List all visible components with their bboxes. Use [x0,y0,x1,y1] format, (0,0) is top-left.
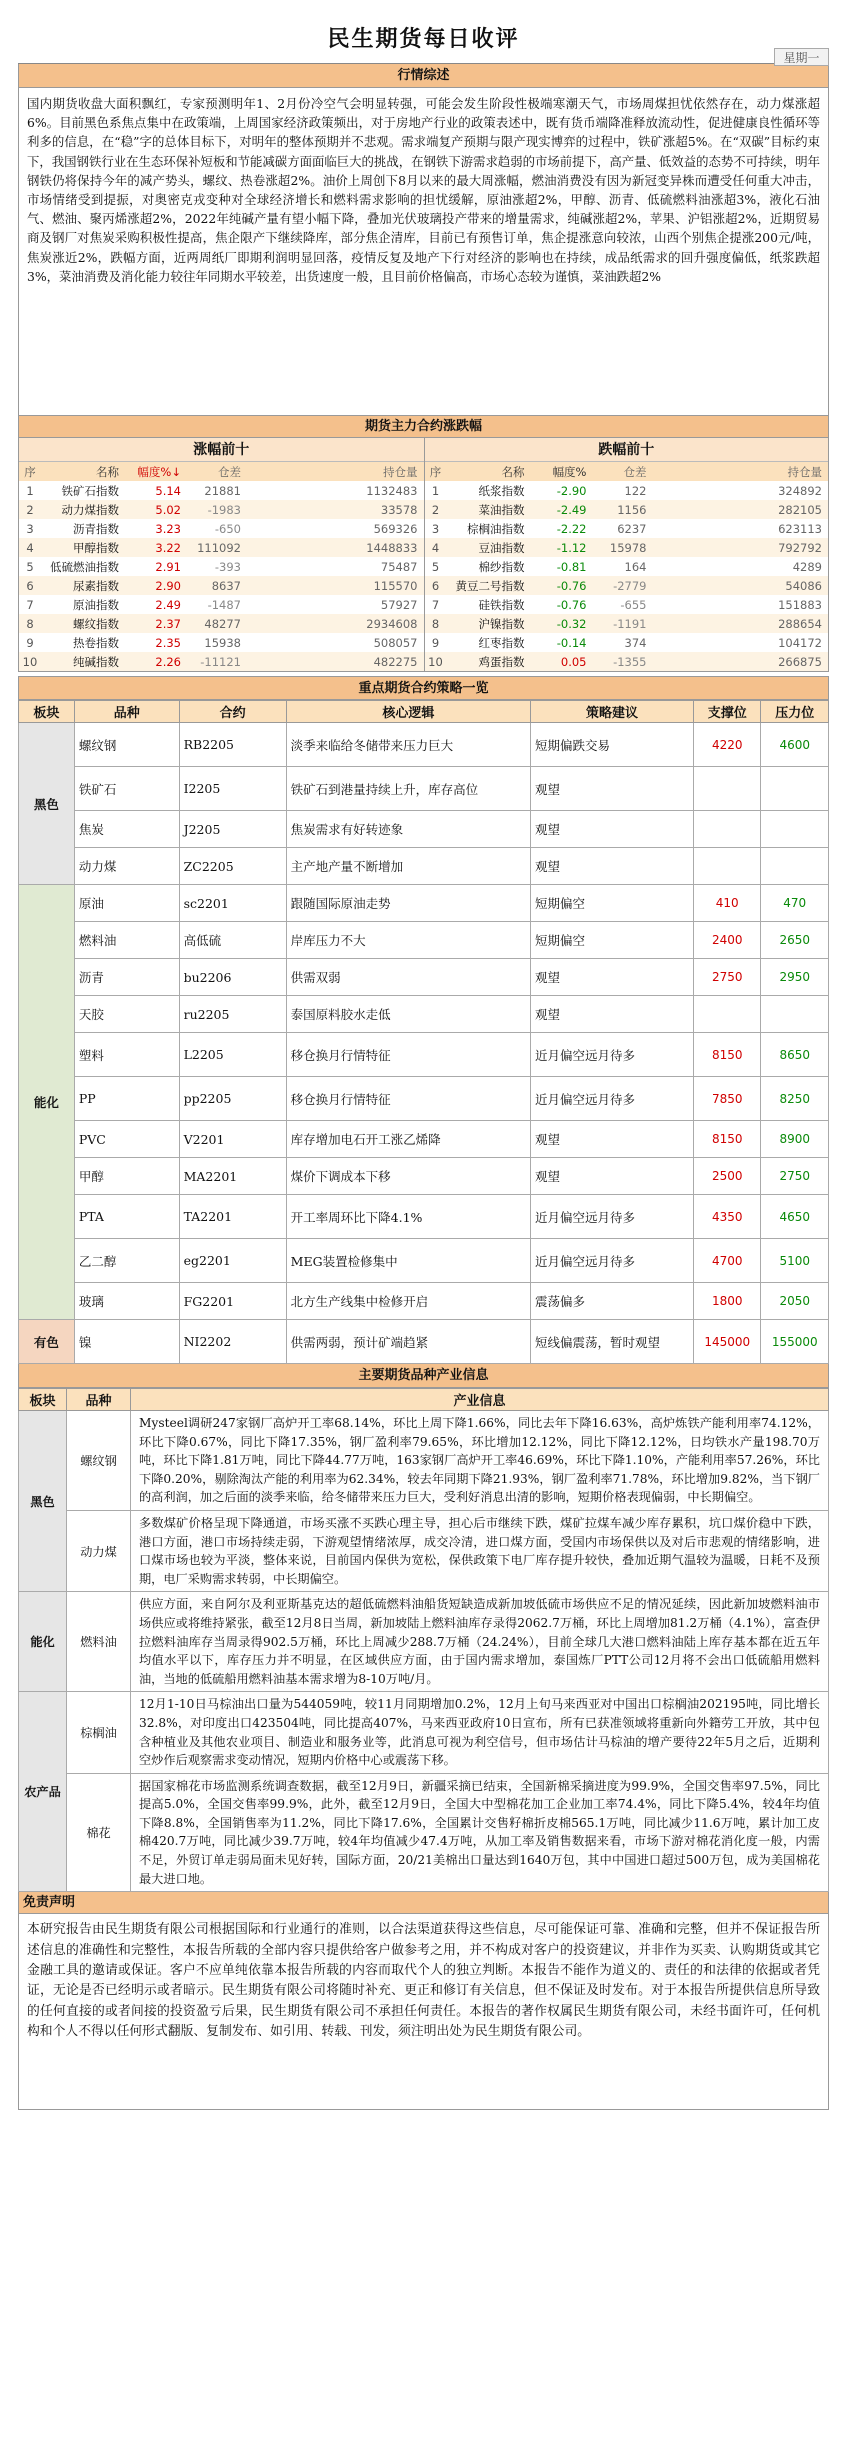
support-level [693,811,761,848]
gainer-row [19,500,424,519]
strategy-row [19,1121,829,1158]
core-logic: 焦炭需求有好转迹象 [286,811,530,848]
support-level [693,767,761,811]
open-interest-change: 164 [624,559,647,574]
rank-header-cell: 名称 [447,462,529,481]
rank-number: 1 [26,483,34,498]
support-level [693,848,761,885]
open-interest-change: -650 [214,521,241,536]
loser-row [425,652,829,671]
rank-number: 6 [19,576,41,595]
resistance-level: 4650 [761,1195,829,1239]
sector-label: 有色 [19,1320,75,1364]
gainer-row [19,633,424,652]
strategy-row [19,767,829,811]
change-percent: 2.49 [155,597,181,612]
industry-text: 供应方面，来自阿尔及利亚斯基克达的超低硫燃料油船货短缺造成新加坡低硫市场供应不足的情况延续，因此新加坡燃料油市场供应或将维持紧张，截至12月8日当周，新加坡陆上燃料油库存录得2062.7万桶，环比上周增加81.2万桶（4.1%），富查伊拉燃料油库存当周录得902.5万桶，环比上周减少288.7万桶（24.24%），目前全球几大港口燃料油陆上库存基本都在近五年均值水平以下，库存压力并不明显，在区域供应方面，由于国内需求增加，泰国炼厂PTT公司12月将不会出口低硫船用燃料油，当地的低硫船用燃料油基本需求增为8-10万吨/月。 [131,1592,829,1692]
contract-code: bu2206 [179,959,286,996]
commodity-name: 镍 [74,1320,179,1364]
sector-label: 能化 [19,885,75,1320]
weekday-label: 星期一 [774,48,829,66]
contract-name: 棉纱指数 [478,559,525,574]
support-level: 145000 [693,1320,761,1364]
change-percent: 2.35 [155,635,181,650]
contract-name: 沪镍指数 [447,614,529,633]
strategy-row [19,959,829,996]
strategy-row [19,1077,829,1121]
open-interest-change: -1983 [185,500,245,519]
core-logic: 供需双弱 [286,959,530,996]
contract-name: 铁矿石指数 [61,483,119,498]
industry-text: 据国家棉花市场监测系统调查数据，截至12月9日，新疆采摘已结束，全国新棉采摘进度为99.9%，全国交售率97.5%，同比提高5.0%，全国交售率99.9%，此外，截至12月9日，全国大中型棉花加工企业加工率74.4%，同比下降5.4%，较4年均值下降8.8%，全国销售率为11.2%，同比下降17.6%，全国累计交售籽棉折皮棉565.1万吨，同比减少11.6万吨，累计加工皮棉420.7万吨，同比减少39.7万吨，较4年均值减少47.4万吨，从加工率及销售数据来看，市场下游对棉花消化度一般，内需不足，外贸订单走弱局面未见好转，国际方面，20/21美棉出口量达到1640万包，其中中国进口超过500万包，成为美国棉花最大进口地。 [131,1773,829,1892]
commodity-name: 乙二醇 [74,1239,179,1283]
industry-row [19,1510,829,1591]
contract-name: 原油指数 [73,597,119,612]
open-interest: 324892 [778,483,822,498]
contract-name: 硅铁指数 [478,597,525,612]
contract-name: 尿素指数 [41,576,123,595]
sector-label: 黑色 [19,1411,67,1592]
rank-header-cell: 序 [425,462,447,481]
strategy-advice: 观望 [531,767,694,811]
rank-number: 10 [425,652,447,671]
loser-row [425,595,829,614]
core-logic: 移仓换月行情特征 [286,1033,530,1077]
strategy-row [19,1283,829,1320]
open-interest-change: 374 [624,635,647,650]
core-logic: 开工率周环比下降4.1% [286,1195,530,1239]
gainer-row [19,519,424,538]
contract-name: 动力煤指数 [41,500,123,519]
change-percent: -2.90 [556,483,587,498]
commodity-name: PVC [74,1121,179,1158]
open-interest-change: -393 [214,559,241,574]
contract-code: I2205 [179,767,286,811]
rank-number: 1 [431,483,440,498]
loser-row [425,557,829,576]
rank-number: 9 [431,635,440,650]
open-interest-change: -655 [620,597,647,612]
contract-name: 低硫燃油指数 [50,559,119,574]
contract-name: 棕榈油指数 [467,521,525,536]
open-interest: 792792 [651,538,829,557]
resistance-level: 8250 [761,1077,829,1121]
change-percent: -0.32 [529,614,591,633]
strategy-advice: 观望 [531,959,694,996]
change-percent: -0.76 [529,576,591,595]
open-interest: 266875 [651,652,829,671]
gainer-row [19,595,424,614]
commodity-name: 塑料 [74,1033,179,1077]
gainer-row [19,576,424,595]
contract-code: ZC2205 [179,848,286,885]
top-gainers-table [19,462,424,671]
contract-name: 螺纹指数 [41,614,123,633]
open-interest-change: 8637 [185,576,245,595]
commodity-name: PP [74,1077,179,1121]
disclaimer-heading: 免责声明 [18,1892,829,1914]
contract-code: eg2201 [179,1239,286,1283]
contract-code: J2205 [179,811,286,848]
contract-name: 黄豆二号指数 [447,576,529,595]
strategy-row [19,885,829,922]
change-percent: 5.14 [155,483,181,498]
rank-number: 7 [431,597,440,612]
change-percent: 2.91 [155,559,181,574]
rankings-heading: 期货主力合约涨跌幅 [18,416,829,438]
rank-number: 10 [19,652,41,671]
strategy-advice: 短期偏空 [531,922,694,959]
commodity-name: 动力煤 [67,1510,131,1591]
resistance-level [761,811,829,848]
loser-row [425,519,829,538]
loser-row [425,538,829,557]
rank-number: 4 [19,538,41,557]
support-level: 8150 [693,1033,761,1077]
strategy-advice: 震荡偏多 [531,1283,694,1320]
core-logic: MEG装置检修集中 [286,1239,530,1283]
change-percent: 3.22 [123,538,185,557]
open-interest: 569326 [373,521,418,536]
open-interest-change: 48277 [185,614,245,633]
resistance-level: 2050 [761,1283,829,1320]
contract-code: FG2201 [179,1283,286,1320]
strategy-header-cell: 板块 [19,701,75,723]
open-interest: 75487 [380,559,418,574]
open-interest: 623113 [778,521,822,536]
open-interest-change: -1191 [591,614,651,633]
strategy-advice: 近月偏空远月待多 [531,1033,694,1077]
top-losers-title: 跌幅前十 [425,438,829,462]
commodity-name: 焦炭 [74,811,179,848]
rank-number: 2 [19,500,41,519]
resistance-level: 2950 [761,959,829,996]
strategy-advice: 短期偏跌交易 [531,723,694,767]
open-interest-change: 111092 [185,538,245,557]
strategy-row [19,1239,829,1283]
rank-header-cell: 持仓量 [245,462,424,481]
strategy-header-cell: 策略建议 [531,701,694,723]
rank-number: 3 [431,521,440,536]
strategy-row [19,1320,829,1364]
strategy-advice: 近月偏空远月待多 [531,1077,694,1121]
top-losers-table [425,462,829,671]
open-interest: 33578 [245,500,424,519]
rank-number: 2 [425,500,447,519]
open-interest: 57927 [380,597,418,612]
commodity-name: PTA [74,1195,179,1239]
open-interest: 508057 [373,635,418,650]
open-interest-change: 6237 [617,521,647,536]
open-interest: 1132483 [366,483,418,498]
loser-row [425,614,829,633]
support-level: 2400 [693,922,761,959]
core-logic: 北方生产线集中检修开启 [286,1283,530,1320]
gainer-row [19,614,424,633]
strategy-row [19,922,829,959]
strategy-advice: 短期偏空 [531,885,694,922]
title-row [18,0,829,64]
strategy-advice: 短线偏震荡，暂时观望 [531,1320,694,1364]
change-percent: 2.26 [123,652,185,671]
resistance-level: 4600 [761,723,829,767]
support-level: 4350 [693,1195,761,1239]
summary-heading: 行情综述 [18,64,829,88]
industry-text: Mysteel调研247家钢厂高炉开工率68.14%，环比上周下降1.66%，同比去年下降16.63%，高炉炼铁产能利用率74.12%，环比下降0.67%，同比下降17.35%，钢厂盈利率79.65%，环比增加12.12%，同比下降12.12%，日均铁水产量198.70万吨，环比下降1.81万吨，同比下降44.77万吨，163家钢厂高炉开工率46.69%，环比下降1.10%，产能利用率57.26%，环比下降0.20%，剔除淘汰产能的利用率为62.34%，较去年同期下降21.93%，钢厂盈利率71.78%，环比增加9.82%，当下钢厂的高利润，加之后面的淡季来临，给冬储带来压力巨大，受利好消息出清的影响，短期价格表现偏弱，中长期偏空。 [131,1411,829,1511]
open-interest-change: 15938 [204,635,241,650]
support-level: 410 [693,885,761,922]
open-interest-change: 122 [624,483,647,498]
resistance-level: 2750 [761,1158,829,1195]
contract-code: sc2201 [179,885,286,922]
core-logic: 铁矿石到港量持续上升，库存高位 [286,767,530,811]
strategy-row [19,1158,829,1195]
contract-code: RB2205 [179,723,286,767]
contract-code: V2201 [179,1121,286,1158]
support-level: 7850 [693,1077,761,1121]
strategy-advice: 观望 [531,848,694,885]
core-logic: 跟随国际原油走势 [286,885,530,922]
loser-row [425,633,829,652]
rank-number: 8 [19,614,41,633]
industry-row [19,1692,829,1773]
support-level [693,996,761,1033]
strategy-header-cell: 压力位 [761,701,829,723]
change-percent: 2.37 [123,614,185,633]
rank-number: 6 [425,576,447,595]
open-interest: 104172 [778,635,822,650]
rank-header-cell: 幅度% [529,462,591,481]
core-logic: 煤价下调成本下移 [286,1158,530,1195]
change-percent: 3.23 [155,521,181,536]
market-summary-text: 国内期货收盘大面积飘红，专家预测明年1、2月份冷空气会明显转强，可能会发生阶段性极端寒潮天气，市场周煤担忧依然存在，动力煤涨超6%。目前黑色系焦点集中在政策端，上周国家经济政策频出，对于房地产行业的政策表述中，既有货币端降准释放流动性，促进健康良性循环等利多的信息，在“稳”字的总体目标下，对明年的整体预期并不悲观。需求端复产预期与限产现实博弈的过程中，铁矿涨超5%。在“双碳”目标约束下，我国钢铁行业在生态环保补短板和节能减碳方面面临巨大的挑战，在钢铁下游需求趋弱的市场前提下，高产量、低效益的态势不可持续，明年钢铁仍将保持今年的减产势头，螺纹、热卷涨超2%。油价上周创下8月以来的最大周涨幅，燃油消费没有因为新冠变异株而遭受任何重大冲击，市场情绪受到提振，对奥密克戎变种对全球经济增长和燃料需求影响的担忧缓解，原油涨超2%，甲醇、沥青、低硫燃料油涨超3%，液化石油气、燃油、聚丙烯涨超2%，2022年纯碱产量有望小幅下降，叠加光伏玻璃投产带来的增量需求，纯碱涨超2%，苹果、沪铝涨超2%，近期贸易商及钢厂对焦炭采购积极性提高，焦企限产下继续降库，部分焦企清库，目前已有预售订单，焦企提涨意向较浓，山西个别焦企提涨200元/吨，焦炭涨近2%，跌幅方面，近两周纸厂即期利润明显回落，疫情反复及地产下行对经济的影响也在持续，成品纸需求的回升强度偏低，纸浆跌超3%，菜油消费及消化能力较往年同期水平较差，出货速度一般，且目前价格偏高，市场心态较为谨慎，菜油跌超2% [18,88,829,416]
sector-label: 能化 [19,1592,67,1692]
strategy-table [18,700,829,1364]
strategy-advice: 近月偏空远月待多 [531,1239,694,1283]
gainer-row [19,652,424,671]
open-interest-change: 21881 [204,483,241,498]
support-level: 8150 [693,1121,761,1158]
open-interest: 4289 [792,559,822,574]
industry-heading: 主要期货品种产业信息 [18,1364,829,1388]
open-interest-change: 1156 [591,500,651,519]
core-logic: 淡季来临给冬储带来压力巨大 [286,723,530,767]
strategy-advice: 观望 [531,1121,694,1158]
change-percent: -2.22 [556,521,587,536]
strategy-advice: 近月偏空远月待多 [531,1195,694,1239]
strategy-header-cell: 核心逻辑 [286,701,530,723]
rank-number: 9 [26,635,34,650]
open-interest: 54086 [651,576,829,595]
top-gainers-title: 涨幅前十 [19,438,424,462]
open-interest: 288654 [651,614,829,633]
open-interest-change: 15978 [591,538,651,557]
strategy-row [19,811,829,848]
rank-number: 4 [425,538,447,557]
strategy-advice: 观望 [531,996,694,1033]
disclaimer-text: 本研究报告由民生期货有限公司根据国际和行业通行的准则，以合法渠道获得这些信息，尽可能保证可靠、准确和完整，但并不保证报告所述信息的准确性和完整性，本报告所载的全部内容只提供给客户做参考之用，并不构成对客户的投资建议，并非作为买卖、认购期货或其它金融工具的邀请或保证。客户不应单纯依靠本报告所载的内容而取代个人的独立判断。本报告不能作为道义的、责任的和法律的依据或者凭证，无论是否已经明示或者暗示。民生期货有限公司将随时补充、更正和修订有关信息，但不保证及时发布。对于本报告所提供信息所导致的任何直接的或者间接的投资盈亏后果，民生期货有限公司不承担任何责任。本报告的著作权属民生期货有限公司，未经书面许可，任何机构和个人不得以任何形式翻版、复制发布、如引用、转载、刊发，须注明出处为民生期货有限公司。 [18,1914,829,2110]
strategy-advice: 观望 [531,811,694,848]
support-level: 4220 [693,723,761,767]
contract-code: L2205 [179,1033,286,1077]
commodity-name: 燃料油 [74,922,179,959]
core-logic: 供需两弱，预计矿端趋紧 [286,1320,530,1364]
contract-name: 红枣指数 [478,635,525,650]
open-interest: 115570 [245,576,424,595]
resistance-level: 8650 [761,1033,829,1077]
industry-row [19,1592,829,1692]
core-logic: 泰国原料胶水走低 [286,996,530,1033]
contract-code: MA2201 [179,1158,286,1195]
commodity-name: 沥青 [74,959,179,996]
rank-number: 3 [26,521,34,536]
strategy-row [19,723,829,767]
loser-row [425,500,829,519]
resistance-level: 5100 [761,1239,829,1283]
core-logic: 移仓换月行情特征 [286,1077,530,1121]
contract-name: 菜油指数 [447,500,529,519]
gainer-row [19,481,424,500]
strategy-header-cell: 支撑位 [693,701,761,723]
strategy-header-cell: 品种 [74,701,179,723]
change-percent: 2.90 [123,576,185,595]
industry-header-cell: 品种 [67,1389,131,1411]
industry-table [18,1388,829,1892]
commodity-name: 螺纹钢 [67,1411,131,1511]
loser-row [425,576,829,595]
gainer-row [19,557,424,576]
top-gainers-panel [19,438,424,671]
resistance-level: 470 [761,885,829,922]
commodity-name: 螺纹钢 [74,723,179,767]
resistance-level [761,848,829,885]
open-interest: 482275 [245,652,424,671]
change-percent: 5.02 [123,500,185,519]
rank-header-cell: 序 [19,462,41,481]
support-level: 2500 [693,1158,761,1195]
sector-label: 黑色 [19,723,75,885]
commodity-name: 天胶 [74,996,179,1033]
contract-code: ru2205 [179,996,286,1033]
support-level: 2750 [693,959,761,996]
resistance-level: 2650 [761,922,829,959]
change-percent: -0.76 [556,597,587,612]
commodity-name: 甲醇 [74,1158,179,1195]
rankings-section [18,438,829,672]
contract-name: 沥青指数 [73,521,119,536]
support-level: 1800 [693,1283,761,1320]
industry-header-cell: 板块 [19,1389,67,1411]
rank-header-cell: 仓差 [591,462,651,481]
contract-code: TA2201 [179,1195,286,1239]
strategy-advice: 观望 [531,1158,694,1195]
rank-header-cell: 名称 [41,462,123,481]
commodity-name: 铁矿石 [74,767,179,811]
contract-name: 豆油指数 [447,538,529,557]
rank-number: 8 [425,614,447,633]
industry-text: 多数煤矿价格呈现下降通道，市场买涨不买跌心理主导，担心后市继续下跌，煤矿拉煤车减少库存累积，坑口煤价稳中下跌，港口方面，港口市场持续走弱，下游观望情绪浓厚，成交冷清，进口煤方面，受国内市场保供以及对后市悲观的情绪影响，进口煤市场也较为平淡，整体来说，目前国内保供为宽松，保供政策下电厂库存提升较快，叠加近期气温较为温暖，日耗不及预期，电厂采购需求转弱，中长期偏空。 [131,1510,829,1591]
change-percent: 0.05 [529,652,591,671]
loser-row [425,481,829,500]
resistance-level [761,767,829,811]
sector-label: 农产品 [19,1692,67,1892]
rank-number: 5 [431,559,440,574]
open-interest-change: -1355 [591,652,651,671]
industry-header-cell: 产业信息 [131,1389,829,1411]
commodity-name: 棉花 [67,1773,131,1892]
change-percent: -2.49 [529,500,591,519]
open-interest-change: -1487 [207,597,241,612]
top-losers-panel [424,438,829,671]
change-percent: -0.81 [556,559,587,574]
gainer-row [19,538,424,557]
core-logic: 库存增加电石开工涨乙烯降 [286,1121,530,1158]
core-logic: 主产地产量不断增加 [286,848,530,885]
support-level: 4700 [693,1239,761,1283]
open-interest: 2934608 [245,614,424,633]
resistance-level: 155000 [761,1320,829,1364]
open-interest-change: -11121 [185,652,245,671]
resistance-level: 8900 [761,1121,829,1158]
core-logic: 岸库压力不大 [286,922,530,959]
rank-header-cell: 持仓量 [651,462,829,481]
commodity-name: 棕榈油 [67,1692,131,1773]
contract-name: 纸浆指数 [478,483,525,498]
report-title: 民生期货每日收评 [327,26,520,52]
commodity-name: 动力煤 [74,848,179,885]
rank-number: 5 [26,559,34,574]
rank-header-cell: 幅度%↓ [123,462,185,481]
contract-name: 纯碱指数 [41,652,123,671]
contract-name: 鸡蛋指数 [447,652,529,671]
resistance-level [761,996,829,1033]
strategy-row [19,1195,829,1239]
commodity-name: 燃料油 [67,1592,131,1692]
commodity-name: 原油 [74,885,179,922]
open-interest: 151883 [778,597,822,612]
strategy-header-cell: 合约 [179,701,286,723]
industry-row [19,1411,829,1511]
contract-code: NI2202 [179,1320,286,1364]
rank-header-cell: 仓差 [185,462,245,481]
contract-name: 甲醇指数 [41,538,123,557]
change-percent: -0.14 [556,635,587,650]
strategy-row [19,848,829,885]
open-interest: 1448833 [245,538,424,557]
industry-row [19,1773,829,1892]
contract-name: 热卷指数 [73,635,119,650]
rank-number: 7 [26,597,34,612]
open-interest-change: -2779 [591,576,651,595]
commodity-name: 玻璃 [74,1283,179,1320]
change-percent: -1.12 [529,538,591,557]
strategy-heading: 重点期货合约策略一览 [18,676,829,700]
contract-code: pp2205 [179,1077,286,1121]
open-interest: 282105 [651,500,829,519]
contract-code: 高低硫 [179,922,286,959]
industry-text: 12月1-10日马棕油出口量为544059吨，较11月同期增加0.2%，12月上旬马来西亚对中国出口棕榈油202195吨，同比增长32.8%，对印度出口423504吨，同比提高407%，马来西亚政府10日宣布，所有已获准领域将重新向外籍劳工开放，其中包含种植业及其他农业项目、制造业和服务业等，此消息可视为利空信号，但市场估计马棕油的增产要待22年5月之后，近期利空炒作后观察需求变动情况，短期内价格中心或震荡下移。 [131,1692,829,1773]
strategy-row [19,996,829,1033]
strategy-row [19,1033,829,1077]
